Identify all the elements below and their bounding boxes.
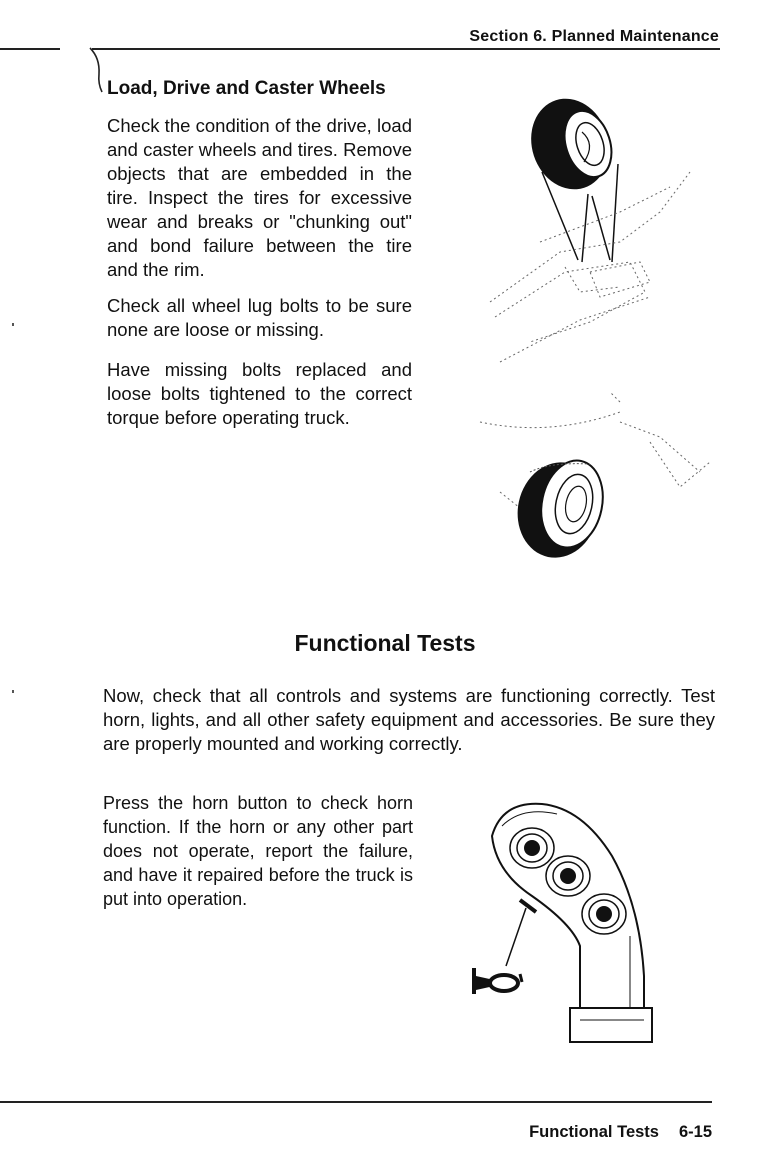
header-rule — [92, 48, 720, 50]
corner-bracket-icon — [88, 44, 106, 94]
page-number: 6-15 — [678, 1123, 712, 1141]
control-handle-horn-illustration — [462, 796, 672, 1056]
truck-wheels-illustration — [470, 92, 730, 572]
horn-symbol-icon — [472, 968, 522, 994]
control-button-icon — [546, 856, 590, 896]
horn-check-paragraph: Press the horn button to check horn function. If the horn or any other part does not operate, report the failure, and have it repaired before the truck is put into operation. — [103, 793, 413, 909]
scan-speck — [12, 690, 14, 693]
page-footer — [529, 1123, 712, 1142]
horn-button-icon — [510, 828, 554, 868]
header-rule-left — [0, 48, 60, 50]
wheels-paragraph-1: Check the condition of the drive, load and caster wheels and tires. Remove objects that are embedded in the tire. Inspect the tires for excessive wear and breaks or "chunking out" and bond failure between the tire and the rim. — [107, 115, 412, 280]
truck-outline — [480, 172, 710, 512]
control-button-icon — [582, 894, 626, 934]
scan-speck — [12, 323, 14, 326]
footer-label: Functional Tests — [529, 1123, 659, 1141]
wheels-heading: Load, Drive and Caster Wheels — [107, 78, 386, 99]
footer-rule — [0, 1101, 712, 1103]
wheels-paragraph-3: Have missing bolts replaced and loose bolts tightened to the correct torque before operating truck. — [107, 359, 412, 428]
wheels-paragraph-2: Check all wheel lug bolts to be sure none are loose or missing. — [107, 295, 412, 340]
handle-base — [570, 1008, 652, 1042]
functional-tests-intro: Now, check that all controls and systems are functioning correctly. Test horn, lights, and all other safety equipment and accessories. Be sure they are properly mounted and working correctly. — [103, 685, 715, 754]
section-header: Section 6. Planned Maintenance — [469, 28, 719, 45]
functional-tests-heading: Functional Tests — [294, 630, 476, 656]
drive-wheel-icon — [520, 92, 621, 199]
load-wheel-icon — [509, 455, 611, 566]
